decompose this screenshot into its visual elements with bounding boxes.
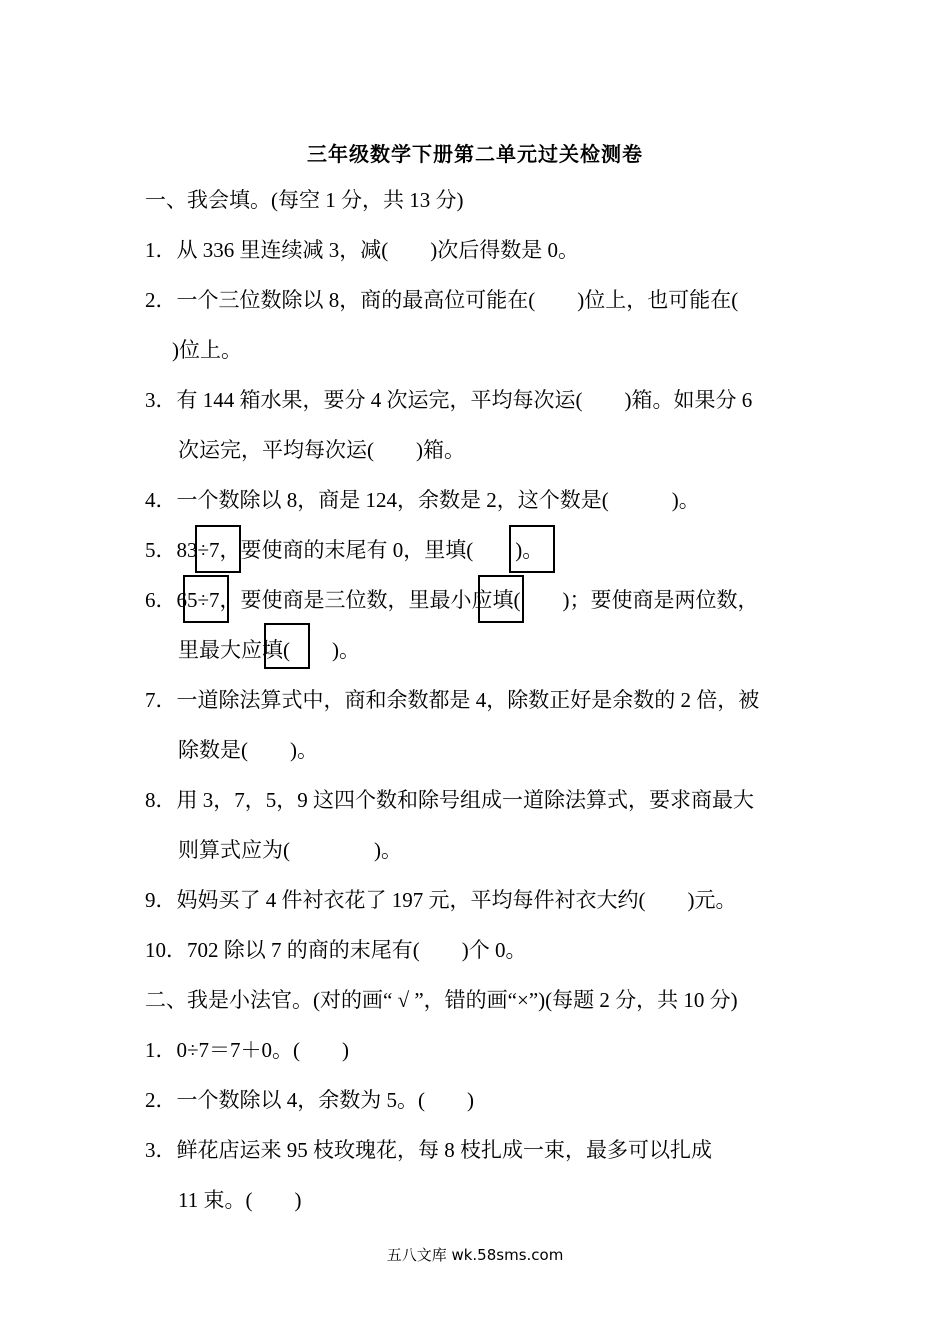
question-1-4: 4．一个数除以 8，商是 124，余数是 2，这个数是( )。 xyxy=(145,488,700,512)
question-2-3: 3．鲜花店运来 95 枝玫瑰花，每 8 枝扎成一束，最多可以扎成 xyxy=(145,1138,712,1162)
question-1-2: 2．一个三位数除以 8，商的最高位可能在( )位上，也可能在( xyxy=(145,288,739,312)
digit-box-q6-max[interactable] xyxy=(264,623,310,669)
digit-box-q5-answer[interactable] xyxy=(509,525,555,573)
footer-watermark: 五八文库 wk.58sms.com xyxy=(386,1246,564,1264)
question-1-6: 6．65÷7，要使商是三位数，里最小应填( )；要使商是两位数， xyxy=(145,588,759,612)
question-1-3-cont: 次运完，平均每次运( )箱。 xyxy=(178,438,465,462)
section-2-heading: 二、我是小法官。(对的画“ √ ”，错的画“×”)(每题 2 分，共 10 分) xyxy=(145,988,738,1012)
question-1-8: 8．用 3，7，5，9 这四个数和除号组成一道除法算式，要求商最大 xyxy=(145,788,754,812)
question-1-7-cont: 除数是( )。 xyxy=(178,738,318,762)
question-2-1: 1．0÷7＝7＋0。( ) xyxy=(145,1038,350,1062)
question-1-7: 7．一道除法算式中，商和余数都是 4，除数正好是余数的 2 倍，被 xyxy=(145,688,760,712)
question-2-2: 2．一个数除以 4，余数为 5。( ) xyxy=(145,1088,474,1112)
question-1-9: 9．妈妈买了 4 件衬衣花了 197 元，平均每件衬衣大约( )元。 xyxy=(145,888,737,912)
page-title: 三年级数学下册第二单元过关检测卷 xyxy=(307,144,643,166)
question-1-8-cont: 则算式应为( )。 xyxy=(178,838,402,862)
digit-box-q6-min[interactable] xyxy=(478,575,524,623)
digit-box-q6-dividend[interactable] xyxy=(183,575,229,623)
section-1-heading: 一、我会填。(每空 1 分，共 13 分) xyxy=(145,188,464,212)
question-1-6-cont: 里最大应填( )。 xyxy=(178,638,360,662)
question-1-2-cont: )位上。 xyxy=(172,338,242,362)
digit-box-q5-dividend[interactable] xyxy=(195,525,241,573)
question-1-5: 5．83÷7，要使商的末尾有 0，里填( )。 xyxy=(145,538,544,562)
question-1-1: 1．从 336 里连续减 3，减( )次后得数是 0。 xyxy=(145,238,579,262)
question-1-3: 3．有 144 箱水果，要分 4 次运完，平均每次运( )箱。如果分 6 xyxy=(145,388,753,412)
question-1-10: 10．702 除以 7 的商的末尾有( )个 0。 xyxy=(145,938,527,962)
question-2-3-cont: 11 束。( ) xyxy=(178,1188,302,1212)
